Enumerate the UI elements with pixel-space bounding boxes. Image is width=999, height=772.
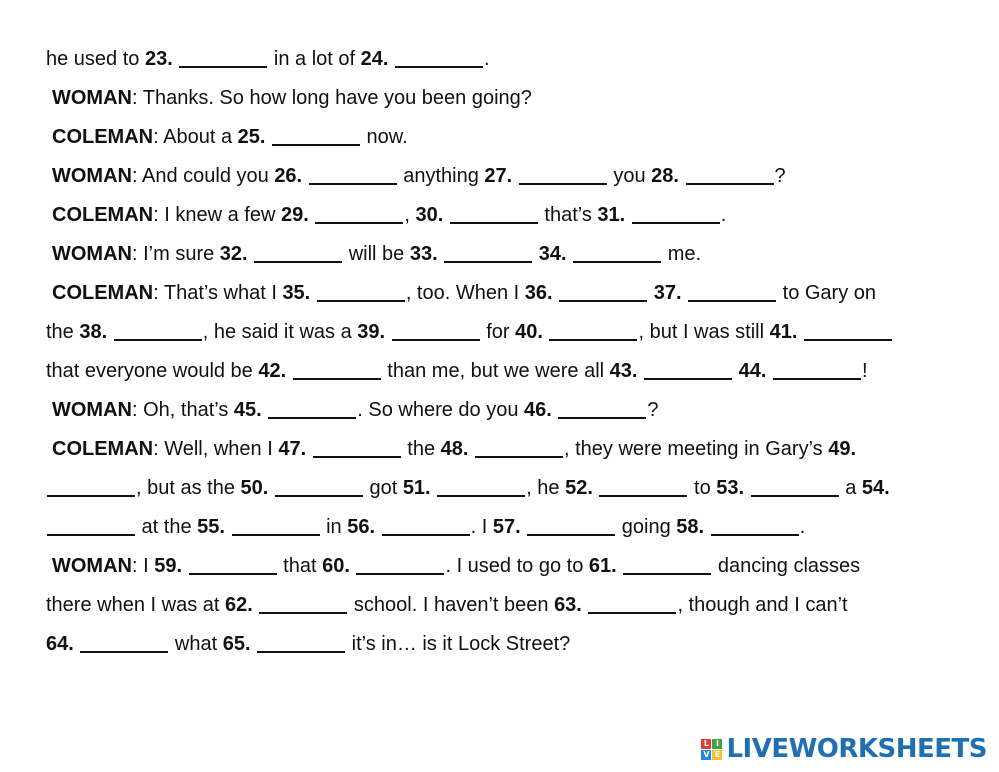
text-fragment bbox=[385, 321, 391, 343]
text-fragment: , though and I can’t bbox=[677, 594, 848, 616]
text-fragment bbox=[543, 321, 549, 343]
answer-blank[interactable] bbox=[475, 436, 563, 458]
text-fragment: , too. When I bbox=[405, 282, 525, 304]
answer-blank[interactable] bbox=[599, 475, 687, 497]
text-fragment bbox=[797, 321, 803, 343]
answer-blank[interactable] bbox=[275, 475, 363, 497]
speaker-name: WOMAN bbox=[52, 165, 132, 187]
text-line bbox=[46, 313, 966, 352]
text-line bbox=[46, 274, 966, 313]
logo-mark-icon bbox=[701, 739, 722, 760]
liveworksheets-logo bbox=[701, 734, 987, 764]
answer-blank[interactable] bbox=[317, 280, 405, 302]
logo-mark-tile: V bbox=[703, 749, 710, 759]
text-fragment: : Thanks. So how long have you been going? bbox=[131, 87, 532, 109]
text-fragment bbox=[637, 360, 643, 382]
text-fragment bbox=[582, 594, 588, 616]
text-fragment bbox=[617, 555, 623, 577]
text-fragment bbox=[567, 243, 573, 265]
text-fragment bbox=[268, 477, 274, 499]
question-number: 24. bbox=[360, 48, 389, 70]
answer-blank[interactable] bbox=[382, 514, 470, 536]
text-fragment: : Oh, that’s bbox=[131, 399, 234, 421]
text-fragment: now. bbox=[361, 126, 408, 148]
text-fragment: dancing classes bbox=[712, 555, 861, 577]
speaker-name: COLEMAN bbox=[52, 438, 154, 460]
text-fragment: the bbox=[46, 321, 80, 343]
text-fragment bbox=[350, 555, 356, 577]
answer-blank[interactable] bbox=[632, 202, 720, 224]
text-fragment: a bbox=[839, 477, 862, 499]
answer-blank[interactable] bbox=[437, 475, 525, 497]
answer-blank[interactable] bbox=[588, 592, 676, 614]
question-number: 53. bbox=[716, 477, 745, 499]
question-number: 31. bbox=[597, 204, 626, 226]
text-fragment: that everyone would be bbox=[46, 360, 259, 382]
text-fragment: for bbox=[480, 321, 516, 343]
answer-blank[interactable] bbox=[773, 358, 861, 380]
text-fragment: school. I haven’t been bbox=[348, 594, 555, 616]
answer-blank[interactable] bbox=[751, 475, 839, 497]
text-fragment bbox=[552, 399, 558, 421]
text-fragment bbox=[682, 282, 688, 304]
answer-blank[interactable] bbox=[527, 514, 615, 536]
question-number: 48. bbox=[440, 438, 469, 460]
text-fragment bbox=[286, 360, 292, 382]
question-number: 27. bbox=[484, 165, 513, 187]
logo-mark-tile: I bbox=[712, 739, 722, 749]
text-fragment bbox=[431, 477, 437, 499]
text-line bbox=[46, 352, 966, 391]
text-fragment bbox=[302, 165, 308, 187]
answer-blank[interactable] bbox=[293, 358, 381, 380]
text-fragment: that bbox=[277, 555, 323, 577]
answer-blank[interactable] bbox=[80, 631, 168, 653]
answer-blank[interactable] bbox=[313, 436, 401, 458]
text-line bbox=[46, 625, 966, 664]
text-fragment bbox=[766, 360, 772, 382]
text-fragment bbox=[248, 243, 254, 265]
text-fragment bbox=[107, 321, 113, 343]
text-fragment bbox=[704, 516, 710, 538]
logo-mark-tile: L bbox=[701, 739, 711, 749]
text-fragment bbox=[265, 126, 271, 148]
answer-blank[interactable] bbox=[573, 241, 661, 263]
question-number: 58. bbox=[676, 516, 705, 538]
answer-blank[interactable] bbox=[47, 475, 135, 497]
text-fragment: , but I was still bbox=[638, 321, 770, 343]
answer-blank[interactable] bbox=[179, 46, 267, 68]
answer-blank[interactable] bbox=[356, 553, 444, 575]
answer-blank[interactable] bbox=[450, 202, 538, 224]
text-fragment: got bbox=[363, 477, 403, 499]
text-fragment: : Well, when I bbox=[153, 438, 279, 460]
text-fragment bbox=[306, 438, 312, 460]
text-fragment: ? bbox=[774, 165, 786, 187]
question-number: 65. bbox=[222, 633, 251, 655]
answer-blank[interactable] bbox=[549, 319, 637, 341]
question-number: 32. bbox=[219, 243, 248, 265]
answer-blank[interactable] bbox=[309, 163, 397, 185]
logo-mark-tile: E bbox=[712, 750, 722, 760]
question-number: 44. bbox=[738, 360, 767, 382]
speaker-name: WOMAN bbox=[52, 399, 132, 421]
text-fragment: : That’s what I bbox=[153, 282, 283, 304]
text-fragment: you bbox=[607, 165, 652, 187]
text-line bbox=[46, 391, 966, 430]
answer-blank[interactable] bbox=[559, 280, 647, 302]
text-fragment bbox=[443, 204, 449, 226]
answer-blank[interactable] bbox=[444, 241, 532, 263]
text-line bbox=[46, 118, 966, 157]
text-fragment: that’s bbox=[538, 204, 598, 226]
text-fragment bbox=[262, 399, 268, 421]
answer-blank[interactable] bbox=[688, 280, 776, 302]
question-number: 43. bbox=[609, 360, 638, 382]
question-number: 41. bbox=[769, 321, 798, 343]
text-line bbox=[46, 469, 966, 508]
text-fragment: he used to bbox=[46, 48, 145, 70]
text-line bbox=[46, 430, 966, 469]
text-fragment: ? bbox=[647, 399, 659, 421]
answer-blank[interactable] bbox=[259, 592, 347, 614]
question-number: 34. bbox=[538, 243, 567, 265]
text-fragment: : I knew a few bbox=[153, 204, 281, 226]
text-fragment: to Gary on bbox=[777, 282, 877, 304]
question-number: 63. bbox=[554, 594, 582, 616]
question-number: 59. bbox=[154, 555, 183, 577]
text-fragment bbox=[173, 48, 179, 70]
answer-blank[interactable] bbox=[272, 124, 360, 146]
text-fragment: in bbox=[320, 516, 348, 538]
question-number: 38. bbox=[79, 321, 108, 343]
text-line bbox=[46, 586, 966, 625]
text-line bbox=[46, 40, 966, 79]
question-number: 37. bbox=[653, 282, 682, 304]
answer-blank[interactable] bbox=[232, 514, 320, 536]
text-fragment: to bbox=[688, 477, 717, 499]
question-number: 51. bbox=[402, 477, 431, 499]
speaker-name: COLEMAN bbox=[52, 282, 154, 304]
question-number: 23. bbox=[144, 48, 173, 70]
question-number: 60. bbox=[322, 555, 350, 577]
text-fragment: the bbox=[401, 438, 441, 460]
question-number: 46. bbox=[524, 399, 552, 421]
text-fragment bbox=[310, 282, 316, 304]
text-fragment bbox=[375, 516, 381, 538]
text-fragment: , they were meeting in Gary’s bbox=[564, 438, 829, 460]
question-number: 45. bbox=[233, 399, 262, 421]
text-fragment: , bbox=[404, 204, 416, 226]
answer-blank[interactable] bbox=[395, 46, 483, 68]
text-fragment: going bbox=[616, 516, 677, 538]
text-fragment: : About a bbox=[153, 126, 238, 148]
worksheet-text bbox=[46, 40, 966, 664]
question-number: 52. bbox=[565, 477, 593, 499]
logo-text: LIVEWORKSHEETS bbox=[726, 734, 987, 764]
question-number: 56. bbox=[347, 516, 376, 538]
answer-blank[interactable] bbox=[686, 163, 774, 185]
text-fragment bbox=[251, 633, 257, 655]
answer-blank[interactable] bbox=[47, 514, 135, 536]
question-number: 57. bbox=[492, 516, 521, 538]
text-fragment: . bbox=[720, 204, 727, 226]
text-fragment: , he bbox=[526, 477, 566, 499]
text-fragment: will be bbox=[343, 243, 410, 265]
text-fragment bbox=[388, 48, 394, 70]
answer-blank[interactable] bbox=[315, 202, 403, 224]
text-fragment: : I’m sure bbox=[131, 243, 220, 265]
text-fragment: what bbox=[169, 633, 223, 655]
text-fragment: . bbox=[484, 48, 490, 70]
text-line bbox=[46, 547, 966, 586]
question-number: 54. bbox=[861, 477, 890, 499]
question-number: 25. bbox=[237, 126, 266, 148]
answer-blank[interactable] bbox=[644, 358, 732, 380]
text-fragment: . bbox=[799, 516, 806, 538]
speaker-name: WOMAN bbox=[52, 243, 132, 265]
text-fragment: : And could you bbox=[131, 165, 275, 187]
text-fragment bbox=[438, 243, 444, 265]
question-number: 55. bbox=[197, 516, 225, 538]
text-fragment bbox=[468, 438, 474, 460]
text-fragment: , he said it was a bbox=[202, 321, 358, 343]
text-fragment bbox=[553, 282, 559, 304]
text-fragment bbox=[679, 165, 685, 187]
question-number: 40. bbox=[515, 321, 543, 343]
text-fragment bbox=[253, 594, 259, 616]
question-number: 30. bbox=[415, 204, 444, 226]
text-fragment bbox=[593, 477, 599, 499]
text-line bbox=[46, 157, 966, 196]
text-fragment bbox=[225, 516, 231, 538]
text-fragment: . I bbox=[470, 516, 493, 538]
question-number: 36. bbox=[524, 282, 553, 304]
question-number: 29. bbox=[280, 204, 309, 226]
question-number: 49. bbox=[828, 438, 857, 460]
speaker-name: COLEMAN bbox=[52, 204, 154, 226]
answer-blank[interactable] bbox=[189, 553, 277, 575]
text-fragment: me. bbox=[662, 243, 702, 265]
answer-blank[interactable] bbox=[711, 514, 799, 536]
answer-blank[interactable] bbox=[114, 319, 202, 341]
answer-blank[interactable] bbox=[254, 241, 342, 263]
question-number: 26. bbox=[274, 165, 303, 187]
text-fragment bbox=[182, 555, 188, 577]
text-fragment bbox=[625, 204, 631, 226]
text-fragment: in a lot of bbox=[268, 48, 361, 70]
answer-blank[interactable] bbox=[268, 397, 356, 419]
question-number: 33. bbox=[409, 243, 438, 265]
text-fragment bbox=[512, 165, 518, 187]
text-line bbox=[46, 508, 966, 547]
text-fragment: anything bbox=[397, 165, 485, 187]
speaker-name: COLEMAN bbox=[52, 126, 154, 148]
text-fragment: , but as the bbox=[136, 477, 241, 499]
answer-blank[interactable] bbox=[257, 631, 345, 653]
text-fragment: . So where do you bbox=[357, 399, 525, 421]
text-fragment bbox=[744, 477, 750, 499]
question-number: 61. bbox=[588, 555, 617, 577]
question-number: 35. bbox=[282, 282, 311, 304]
text-fragment bbox=[309, 204, 315, 226]
question-number: 47. bbox=[278, 438, 307, 460]
text-fragment: . I used to go to bbox=[445, 555, 589, 577]
question-number: 62. bbox=[224, 594, 253, 616]
text-fragment: there when I was at bbox=[46, 594, 225, 616]
text-fragment: at the bbox=[136, 516, 198, 538]
text-fragment: than me, but we were all bbox=[381, 360, 610, 382]
text-line bbox=[46, 79, 966, 118]
speaker-name: WOMAN bbox=[52, 555, 132, 577]
text-fragment: : I bbox=[131, 555, 155, 577]
answer-blank[interactable] bbox=[392, 319, 480, 341]
answer-blank[interactable] bbox=[558, 397, 646, 419]
text-fragment bbox=[74, 633, 80, 655]
text-fragment: it’s in… is it Lock Street? bbox=[346, 633, 571, 655]
question-number: 42. bbox=[258, 360, 287, 382]
question-number: 39. bbox=[357, 321, 386, 343]
question-number: 50. bbox=[240, 477, 269, 499]
answer-blank[interactable] bbox=[623, 553, 711, 575]
text-fragment bbox=[521, 516, 527, 538]
text-line bbox=[46, 235, 966, 274]
question-number: 64. bbox=[46, 633, 74, 655]
answer-blank[interactable] bbox=[519, 163, 607, 185]
text-fragment: ! bbox=[861, 360, 868, 382]
answer-blank[interactable] bbox=[804, 319, 892, 341]
question-number: 28. bbox=[651, 165, 679, 187]
text-line bbox=[46, 196, 966, 235]
speaker-name: WOMAN bbox=[52, 87, 132, 109]
